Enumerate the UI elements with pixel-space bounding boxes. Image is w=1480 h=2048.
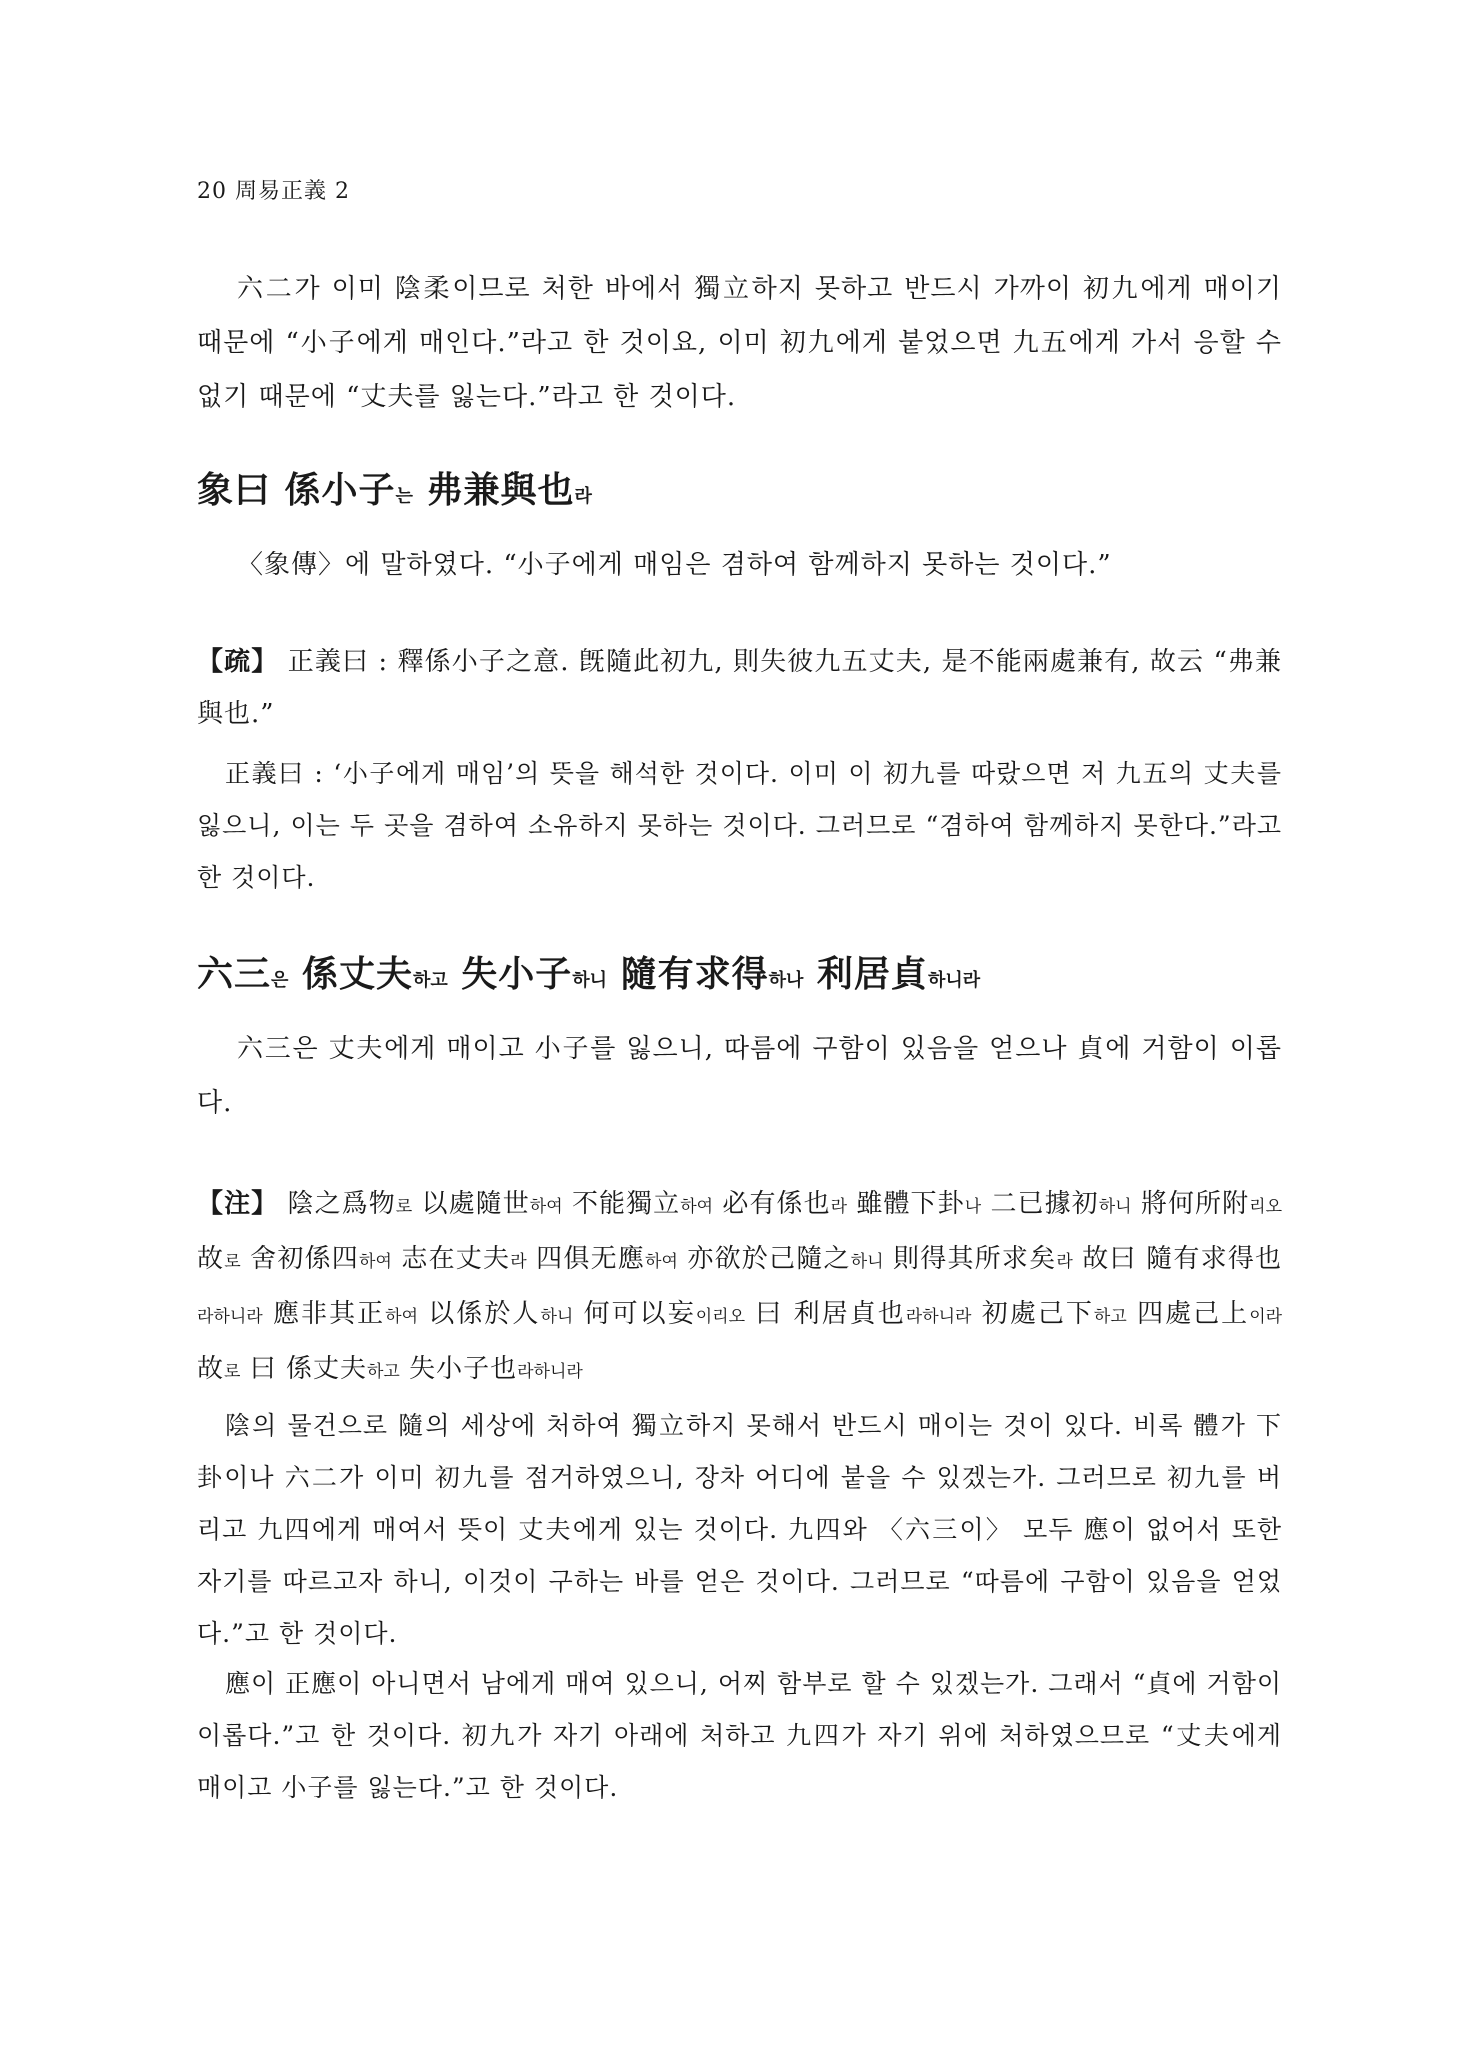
heading-particle: 하나 — [768, 970, 804, 991]
commentary-translation: 正義曰 : ‘小子에게 매임’의 뜻을 해석한 것이다. 이미 이 初九를 따랐으면 저 九五의 丈夫를 잃으니, 이는 두 곳을 겸하여 소유하지 못하는 것이다. 그러므로 “겸하여 함께하지 못한다.”라고 한 것이다. — [197, 759, 1282, 892]
heading-particle: 하니 — [572, 970, 608, 991]
commentary-text: 以係於人 — [418, 1299, 541, 1329]
commentary-particle: 나 — [964, 1197, 982, 1217]
running-head: 20 周易正義 2 — [197, 179, 350, 204]
commentary-translation: 應이 正應이 아니면서 남에게 매여 있으니, 어찌 함부로 할 수 있겠는가. 그래서 “貞에 거함이 이롭다.”고 한 것이다. 初九가 자기 아래에 처하고 九四가 자기 위에 처하였으므로 “丈夫에게 매이고 小子를 잃는다.”고 한 것이다. — [197, 1669, 1282, 1802]
heading-text: 六三 — [197, 953, 272, 995]
commentary-particle: 하니 — [540, 1307, 574, 1327]
commentary-particle: 이리오 — [695, 1307, 746, 1327]
section-t3 — [197, 1658, 1282, 1814]
heading-text: 係丈夫 — [288, 953, 413, 995]
commentary-particle: 하여 — [645, 1252, 678, 1272]
commentary-text: 將何所附 — [1131, 1189, 1250, 1219]
section-h2 — [197, 950, 1282, 1005]
commentary-particle: 하여 — [359, 1252, 392, 1272]
commentary-particle: 라하니라 — [905, 1307, 972, 1327]
commentary-text: 則得其所求矣 — [883, 1244, 1057, 1274]
commentary-text: 四處己上 — [1126, 1299, 1250, 1329]
commentary-text: 應非其正 — [262, 1299, 386, 1329]
commentary-particle: 라 — [510, 1252, 527, 1272]
heading-text: 弗兼與也 — [412, 469, 575, 511]
heading-particle: 하니라 — [927, 970, 981, 991]
commentary-particle: 라 — [1056, 1252, 1073, 1272]
section-shu — [197, 636, 1282, 740]
heading-particle: 라 — [574, 486, 592, 507]
commentary-text: 以處隨世 — [412, 1189, 530, 1219]
section-p1 — [197, 262, 1282, 424]
commentary-particle: 로 — [224, 1252, 241, 1272]
commentary-zhu — [197, 1178, 1282, 1398]
heading-particle: 은 — [271, 970, 289, 991]
commentary-text: 陰之爲物 — [278, 1189, 396, 1219]
commentary-particle: 이라 — [1249, 1307, 1283, 1327]
commentary-particle: 하여 — [385, 1307, 418, 1327]
commentary-particle: 하고 — [1093, 1307, 1127, 1327]
commentary-text: 亦欲於己隨之 — [677, 1244, 851, 1274]
commentary-text: 故 — [197, 1354, 225, 1384]
commentary-text: 正義曰 : 釋係小子之意. 旣隨此初九, 則失彼九五丈夫, 是不能兩處兼有, 故云 “弗兼與也.” — [197, 647, 1282, 729]
translation-paragraph: 六三은 丈夫에게 매이고 小子를 잃으니, 따름에 구함이 있음을 얻으나 貞에 거함이 이롭다. — [197, 1034, 1282, 1118]
commentary-text: 雖體下卦 — [847, 1189, 965, 1219]
commentary-text: 必有係也 — [713, 1189, 831, 1219]
commentary-tag: 【疏】 — [197, 647, 279, 677]
heading-particle: 는 — [395, 486, 413, 507]
commentary-particle: 로 — [395, 1197, 413, 1217]
classic-text-heading — [197, 466, 1282, 521]
commentary-particle: 라 — [830, 1197, 848, 1217]
commentary-translation: 陰의 물건으로 隨의 세상에 처하여 獨立하지 못해서 반드시 매이는 것이 있다. 비록 體가 下卦이나 六二가 이미 初九를 점거하였으니, 장차 어디에 붙을 수 있겠는가. 그러므로 初九를 버리고 九四에게 매여서 뜻이 丈夫에게 있는 것이다. 九四와 〈六三이〉 모두 應이 없어서 또한 자기를 따르고자 하니, 이것이 구하는 바를 얻은 것이다. 그러므로 “따름에 구함이 있음을 얻었다.”고 한 것이다. — [197, 1411, 1282, 1648]
commentary-shu — [197, 636, 1282, 740]
section-t2 — [197, 1400, 1282, 1660]
commentary-particle: 하니 — [1098, 1197, 1132, 1217]
section-zhu — [197, 1178, 1282, 1398]
commentary-tag: 【注】 — [197, 1189, 279, 1219]
commentary-particle: 하니 — [850, 1252, 884, 1272]
commentary-text: 故 — [197, 1244, 225, 1274]
commentary-particle: 라하니라 — [197, 1307, 263, 1327]
commentary-particle: 라하니라 — [517, 1362, 583, 1382]
commentary-text: 志在丈夫 — [391, 1244, 511, 1274]
commentary-particle: 로 — [224, 1362, 241, 1382]
commentary-text: 四俱无應 — [526, 1244, 646, 1274]
commentary-text: 失小子也 — [399, 1354, 518, 1384]
section-p3 — [197, 1022, 1282, 1130]
body-paragraph: 六二가 이미 陰柔이므로 처한 바에서 獨立하지 못하고 반드시 가까이 初九에게 매이기 때문에 “小子에게 매인다.”라고 한 것이요, 이미 初九에게 붙었으면 九五에게 가서 응할 수 없기 때문에 “丈夫를 잃는다.”라고 한 것이다. — [197, 274, 1282, 412]
commentary-particle: 하여 — [680, 1197, 714, 1217]
commentary-particle: 리오 — [1249, 1197, 1282, 1217]
commentary-text: 舍初係四 — [240, 1244, 360, 1274]
heading-text: 失小子 — [447, 953, 573, 995]
commentary-text: 二已據初 — [981, 1189, 1099, 1219]
commentary-text: 不能獨立 — [562, 1189, 681, 1219]
heading-text: 象曰 係小子 — [197, 469, 396, 511]
commentary-text: 曰 利居貞也 — [745, 1299, 906, 1329]
commentary-text: 曰 係丈夫 — [240, 1354, 367, 1384]
heading-text: 利居貞 — [803, 953, 928, 995]
section-p2 — [197, 538, 1282, 592]
section-t1 — [197, 748, 1282, 904]
heading-particle: 하고 — [412, 970, 448, 991]
heading-text: 隨有求得 — [607, 953, 769, 995]
commentary-text: 何可以妄 — [573, 1299, 696, 1329]
commentary-particle: 하고 — [366, 1362, 400, 1382]
commentary-text: 故曰 隨有求得也 — [1072, 1244, 1283, 1274]
translation-paragraph: 〈象傳〉에 말하였다. “小子에게 매임은 겸하여 함께하지 못하는 것이다.” — [237, 550, 1112, 580]
commentary-text: 初處己下 — [971, 1299, 1094, 1329]
commentary-particle: 하여 — [529, 1197, 563, 1217]
section-h1 — [197, 466, 1282, 521]
classic-text-heading — [197, 950, 1282, 1005]
